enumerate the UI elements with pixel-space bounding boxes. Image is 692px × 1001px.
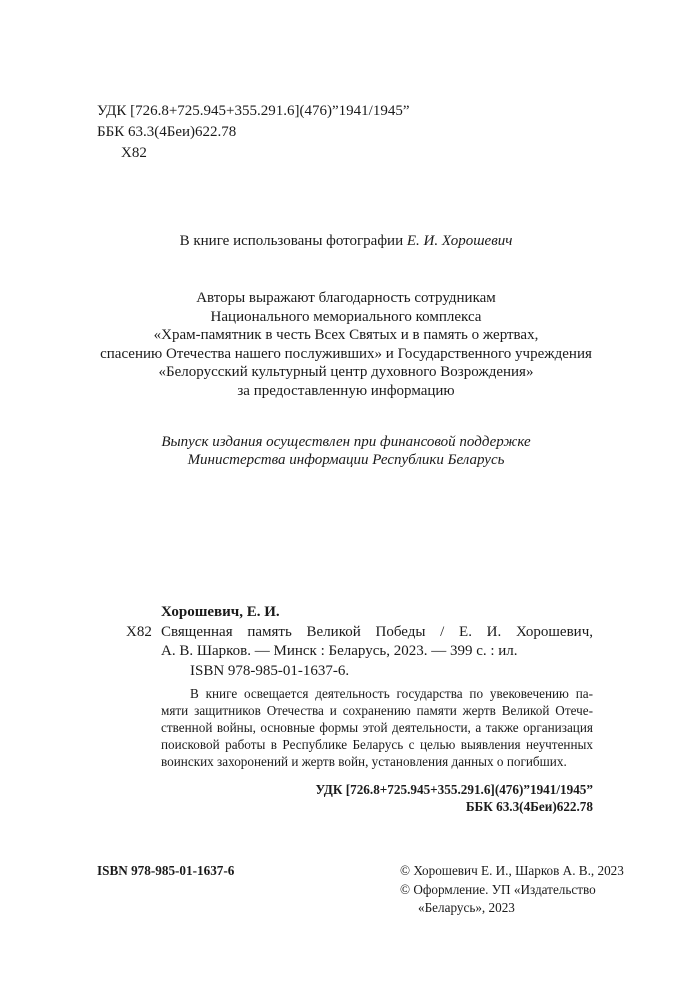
catalog-bbk: ББК 63.3(4Беи)622.78 xyxy=(465,799,593,814)
photos-note xyxy=(0,233,692,250)
catalog-title-line-1: Священная память Великой Победы / Е. И. Хорошевич, xyxy=(161,624,593,640)
ack-line-5: «Белорусский культурный центр духовного Возрождения» xyxy=(158,364,534,380)
footer-isbn: ISBN 978-985-01-1637-6 xyxy=(97,863,235,878)
header-bbk: ББК 63.3(4Беи)622.78 xyxy=(97,124,237,140)
catalog-author: Хорошевич, Е. И. xyxy=(161,604,280,620)
abstract-line-1: В книге освещается деятельность государства по увековечению па- xyxy=(190,686,593,701)
catalog-isbn: ISBN 978-985-01-1637-6. xyxy=(190,663,350,679)
abstract-line-3: ственной войны, основные формы этой деятельности, а также организация xyxy=(161,720,593,735)
catalog-udk: УДК [726.8+725.945+355.291.6](476)”1941/1945” xyxy=(315,782,593,797)
header-udk: УДК [726.8+725.945+355.291.6](476)”1941/1945” xyxy=(97,103,410,119)
catalog-code: Х82 xyxy=(126,624,152,640)
abstract-line-5: воинских захоронений и жертв войн, установления данных о погибших. xyxy=(161,754,567,769)
ack-line-3: «Храм-памятник в честь Всех Святых и в память о жертвах, xyxy=(153,327,539,343)
copyright-design-line-2: «Беларусь», 2023 xyxy=(418,900,515,915)
ack-line-4: спасению Отечества нашего послуживших» и Государственного учреждения xyxy=(100,346,592,362)
header-author-code: Х82 xyxy=(121,145,147,161)
copyright-authors: © Хорошевич Е. И., Шарков А. В., 2023 xyxy=(400,863,624,878)
abstract-line-2: мяти защитников Отечества и сохранению памяти жертв Великой Отече- xyxy=(161,703,593,718)
ack-line-6: за предоставленную информацию xyxy=(237,383,455,399)
copyright-design-line-1: © Оформление. УП «Издательство xyxy=(400,882,596,897)
ack-line-1: Авторы выражают благодарность сотрудникам xyxy=(196,290,496,306)
support-line-1: Выпуск издания осуществлен при финансовой поддержке xyxy=(161,434,531,450)
ack-line-2: Национального мемориального комплекса xyxy=(210,309,482,325)
photographer-name: Е. И. Хорошевич xyxy=(406,233,513,249)
catalog-title-line-2: А. В. Шарков. — Минск : Беларусь, 2023. — 399 с. : ил. xyxy=(161,643,518,659)
photos-note-prefix: В книге использованы фотографии xyxy=(179,233,407,249)
abstract-line-4: поисковой работы в Республике Беларусь с целью выявления неучтенных xyxy=(161,737,593,752)
support-line-2: Министерства информации Республики Беларусь xyxy=(187,452,505,468)
